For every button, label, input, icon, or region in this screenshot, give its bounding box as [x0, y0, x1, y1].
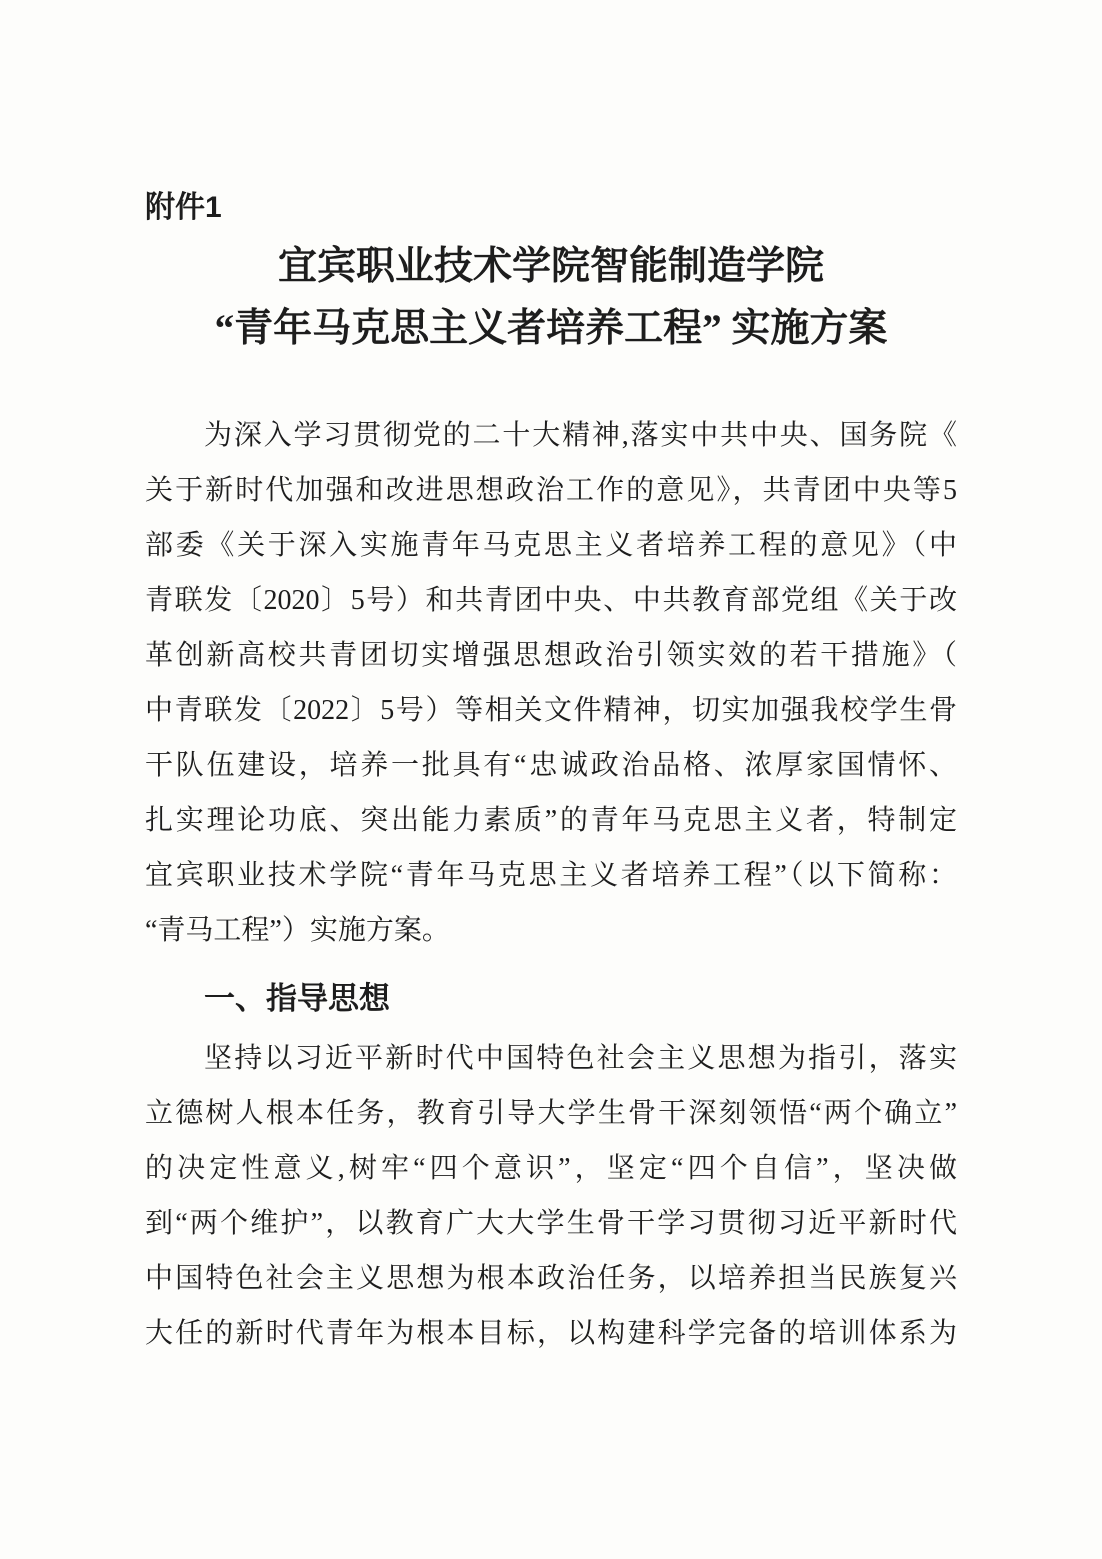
paragraph-2-line-5: 中国特色社会主义思想为根本政治任务，以培养担当民族复兴: [145, 1263, 957, 1294]
paragraph-1-line-8: 扎实理论功底、突出能力素质”的青年马克思主义者，特制定: [145, 805, 957, 836]
paragraph-2-line-6: 大任的新时代青年为根本目标，以构建科学完备的培训体系为: [145, 1318, 957, 1349]
paragraph-2-line-2: 立德树人根本任务，教育引导大学生骨干深刻领悟“两个确立”: [145, 1098, 957, 1129]
section-heading-1: 一、指导思想: [204, 981, 390, 1016]
paragraph-1-line-6: 中青联发〔2022〕5号）等相关文件精神，切实加强我校学生骨: [145, 695, 957, 726]
attachment-label: 附件1: [145, 191, 222, 224]
paragraph-1-line-7: 干队伍建设，培养一批具有“忠诚政治品格、浓厚家国情怀、: [145, 750, 957, 781]
paragraph-2-line-1: 坚持以习近平新时代中国特色社会主义思想为指引，落实: [204, 1043, 957, 1074]
paragraph-2-line-3: 的决定性意义,树牢“四个意识”，坚定“四个自信”，坚决做: [145, 1153, 957, 1184]
paragraph-1-line-5: 革创新高校共青团切实增强思想政治引领实效的若干措施》（: [145, 640, 957, 671]
paragraph-1-line-3: 部委《关于深入实施青年马克思主义者培养工程的意见》（中: [145, 530, 957, 561]
paragraph-1-line-4: 青联发〔2020〕5号）和共青团中央、中共教育部党组《关于改: [145, 585, 957, 616]
document-title: [145, 236, 957, 360]
document-title-line-2: “青年马克思主义者培养工程” 实施方案: [214, 307, 888, 350]
paragraph-1-line-1: 为深入学习贯彻党的二十大精神,落实中共中央、国务院《: [204, 420, 957, 451]
document-body: [145, 408, 957, 1361]
paragraph-2-line-4: 到“两个维护”，以教育广大大学生骨干学习贯彻习近平新时代: [145, 1208, 957, 1239]
paragraph-1-line-2: 关于新时代加强和改进思想政治工作的意见》，共青团中央等5: [145, 475, 957, 506]
paragraph-1-line-9: 宜宾职业技术学院“青年马克思主义者培养工程”（以下简称：: [145, 860, 957, 891]
paragraph-1-line-10: “青马工程”）实施方案。: [145, 915, 450, 946]
document-title-line-1: 宜宾职业技术学院智能制造学院: [277, 245, 824, 288]
